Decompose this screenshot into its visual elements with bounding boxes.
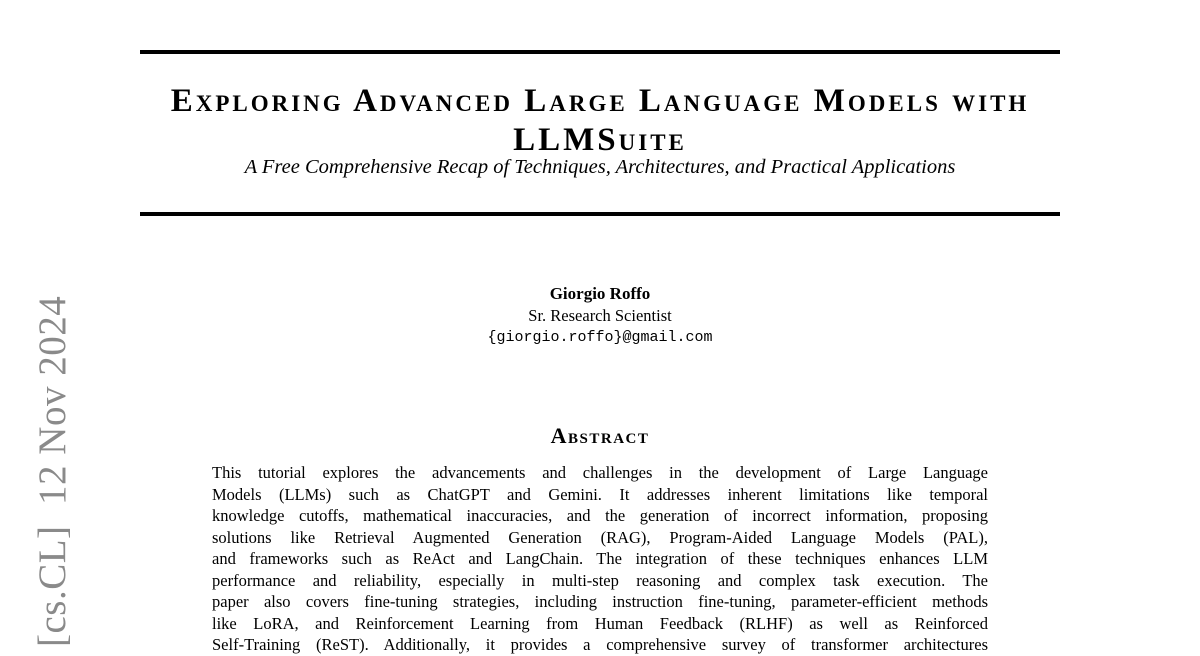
paper-title-line2: LLMSuite <box>513 122 687 158</box>
abstract-line: performance and reliability, especially in multi-step reasoning and complex task execution. The <box>212 570 988 590</box>
abstract-line: Models (LLMs) such as ChatGPT and Gemini. It addresses inherent limitations like temporal <box>212 484 988 504</box>
abstract-line: This tutorial explores the advancements and challenges in the development of Large Language <box>212 463 988 482</box>
abstract-line: knowledge cutoffs, mathematical inaccuracies, and the generation of incorrect information, proposing <box>212 506 988 525</box>
paper-subtitle: A Free Comprehensive Recap of Techniques, Architectures, and Practical Applications <box>244 156 956 178</box>
author-block <box>212 283 988 349</box>
paper-title-line1: Exploring Advanced Large Language Models with <box>170 83 1030 119</box>
abstract-line: solutions like Retrieval Augmented Generation (RAG), Program-Aided Language Models (PAL), <box>212 527 988 547</box>
abstract-line: like LoRA, and Reinforcement Learning from Human Feedback (RLHF) as well as Reinforced <box>212 613 988 633</box>
arxiv-watermark: [cs.CL] 12 Nov 2024 <box>31 295 74 647</box>
author-name: Giorgio Roffo <box>549 284 651 303</box>
abstract-heading: Abstract <box>550 423 650 448</box>
abstract-line: Self-Training (ReST). Additionally, it provides a comprehensive survey of transformer architectures <box>212 635 988 654</box>
title-rule-top <box>140 50 1060 54</box>
abstract-line: and frameworks such as ReAct and LangChain. The integration of these techniques enhances LLM <box>212 549 988 568</box>
author-email: {giorgio.roffo}@gmail.com <box>487 329 713 346</box>
paper-title <box>100 82 1100 160</box>
author-role: Sr. Research Scientist <box>528 306 672 325</box>
abstract-line: paper also covers fine-tuning strategies, including instruction fine-tuning, parameter-efficient methods <box>212 592 988 611</box>
title-rule-bottom <box>140 212 1060 216</box>
abstract-text <box>212 462 988 656</box>
